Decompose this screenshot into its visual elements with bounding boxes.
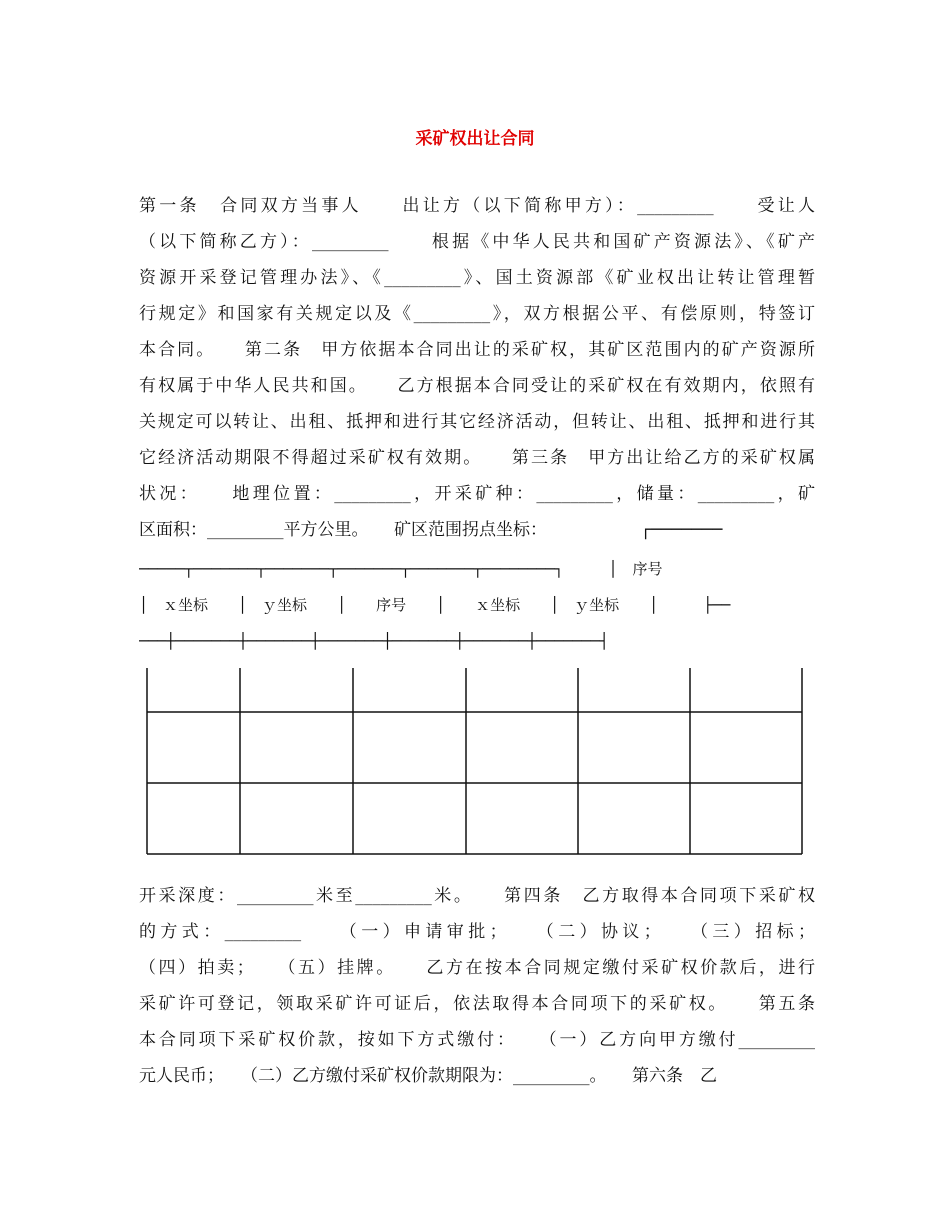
document-title: 采矿权出让合同 (415, 129, 535, 149)
paragraph-line-after-5: 本合同项下采矿权价款，按如下方式缴付： （一）乙方向甲方缴付_________ (139, 1030, 815, 1050)
paragraph-line-after-1: 开采深度：_________米至_________米。 第四条 乙方取得本合同项下采矿权 (139, 886, 815, 906)
paragraph-line-after-6: 元人民币； （二）乙方缴付采矿权价款期限为：_________。 第六条 乙 (139, 1066, 717, 1086)
table-art-line-3: ───┼───────┼───────┼───────┼───────┼───────┼───────┤ (139, 632, 609, 650)
paragraph-line-after-2: 的方式：_________ （一）申请审批； （二）协议； （三）招标； (139, 922, 815, 942)
paragraph-line-8: 它经济活动期限不得超过采矿权有效期。 第三条 甲方出让给乙方的采矿权属 (139, 448, 815, 468)
table-art-line-2: │ ｘ坐标 │ ｙ坐标 │ 序号 │ ｘ坐标 │ ｙ坐标 │ ├── (139, 596, 731, 614)
coordinate-table-empty-rows (146, 650, 803, 860)
paragraph-line-2: （以下简称乙方）：_________ 根据《中华人民共和国矿产资源法》、《矿产 (139, 232, 815, 252)
paragraph-line-after-4: 采矿许可登记，领取采矿许可证后，依法取得本合同项下的采矿权。 第五条 (139, 994, 815, 1014)
paragraph-line-after-3: （四）拍卖； （五）挂牌。 乙方在按本合同规定缴付采矿权价款后，进行 (139, 958, 815, 978)
paragraph-line-7: 关规定可以转让、出租、抵押和进行其它经济活动，但转让、出租、抵押和进行其 (139, 412, 815, 432)
paragraph-line-3: 资源开采登记管理办法》、《_________》、国土资源部《矿业权出让转让管理暂 (139, 268, 815, 288)
paragraph-line-6: 有权属于中华人民共和国。 乙方根据本合同受让的采矿权在有效期内，依照有 (139, 376, 815, 396)
paragraph-line-1: 第一条 合同双方当事人 出让方（以下简称甲方）：_________ 受让人 (139, 196, 815, 216)
paragraph-line-4: 行规定》和国家有关规定以及《_________》，双方根据公平、有偿原则，特签订 (139, 304, 815, 324)
paragraph-line-5: 本合同。 第二条 甲方依据本合同出让的采矿权，其矿区范围内的矿产资源所 (139, 340, 815, 360)
paragraph-line-10: 区面积：_________平方公里。 矿区范围拐点坐标： ┌─────── (139, 520, 723, 540)
table-art-line-1: ─────┬───────┬───────┬───────┬───────┬────────┐ │ 序号 (139, 560, 663, 578)
paragraph-line-9: 状况： 地理位置：_________，开采矿种：_________，储量：_________，矿 (139, 484, 815, 504)
